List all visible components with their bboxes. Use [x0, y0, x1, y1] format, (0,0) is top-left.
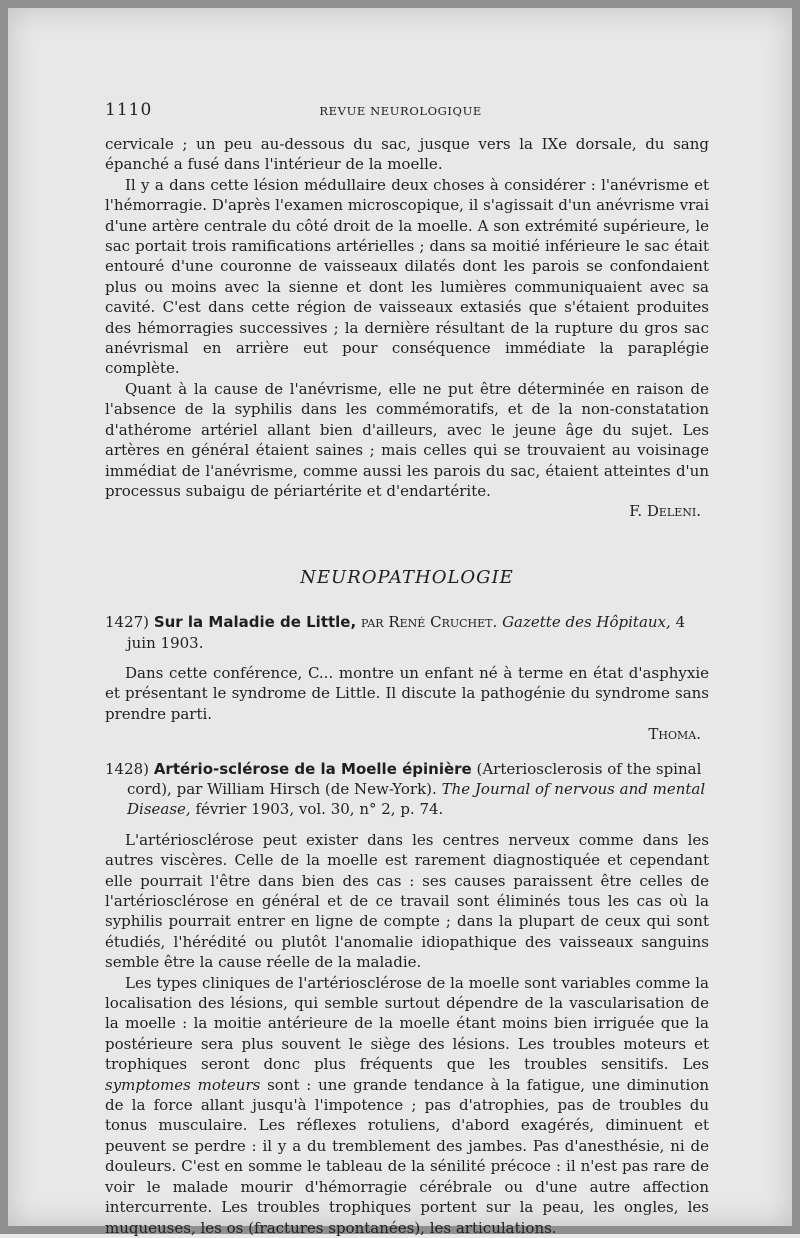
- running-head: REVUE NEUROLOGIQUE: [319, 104, 482, 118]
- article-1428-title: Artério-sclérose de la Moelle épinière: [153, 759, 472, 778]
- article-1428-p2-end: sont : une grande tendance à la fatigue, une diminution de la force allant jusqu'à l'impotence ; pas d'atrophies, pas de troubles du tonus musculaire. Les réflexes rotuliens, d'abord exagérés, diminuent et peuvent se perdre : il y a du tremblement des jambes. Pas d'anesthésie, ni de douleurs. C'est en somme le tableau de la sénilité précoce : il n'est pas rare de voir le malade mourir d'hémorragie cérébrale ou d'une autre affection intercurrente. Les troubles trophiques portent sur la peau, les ongles, les muqueuses, les os (fractures spontanées), les articulations.: [105, 1075, 710, 1237]
- article-1428-paragraph-1: L'artériosclérose peut exister dans les centres nerveux comme dans les autres viscères. Celle de la moelle est rarement diagnostiquée et cependant elle pourrait l'être dans bien des cas : ses causes paraissent être celles de l'artériosclérose en général et de ce travail sont éliminés tous les cas où la syphilis pourrait entrer en ligne de compte ; dans la plupart de ceux qui sont étudiés, l'hérédité ou plutôt l'anomalie idiopathique des vaisseaux sanguins semble être la cause réelle de la maladie.: [105, 830, 709, 972]
- signature-thoma: [105, 724, 709, 744]
- article-1427-title: Sur la Maladie de Little,: [153, 613, 357, 632]
- continuation-paragraph-3: Quant à la cause de l'anévrisme, elle ne put être déterminée en raison de l'absence de la syphilis dans les commémoratifs, et de la non-constatation d'athérome artériel allant bien d'ailleurs, avec le jeune âge du sujet. Les artères en général étaient saines ; mais celles qui se trouvaient au voisinage immédiat de l'anévrisme, comme aussi les parois du sac, étaient atteintes d'un processus subaigu de périartérite et d'endartérite.: [105, 379, 709, 500]
- page-content: [105, 100, 709, 1238]
- article-1428-paragraph-2: [105, 973, 709, 1238]
- book-page: [8, 8, 792, 1237]
- page-number: 1110: [105, 100, 153, 120]
- article-1428-p2-start: Les types cliniques de l'artériosclérose de la moelle sont variables comme la localisation des lésions, qui semble surtout dépendre de la vascularisation de la moelle : la moitie antérieure de la moelle étant moins bien irriguée que la postérieure sera plus souvent le siège des lésions. Les troubles moteurs et trophiques seront donc plus fréquents que les troubles sensitifs. Les: [105, 973, 709, 1074]
- article-1427-heading: [105, 612, 709, 653]
- article-1428-date: février 1903, vol. 30, n° 2, p. 74.: [195, 800, 444, 819]
- article-1427-date: 4 juin 1903.: [127, 613, 686, 652]
- continuation-paragraph-1: cervicale ; un peu au-dessous du sac, jusque vers la IXe dorsale, du sang épanché a fusé dans l'intérieur de la moelle.: [105, 135, 709, 174]
- article-1427-body: Dans cette conférence, C... montre un enfant né à terme en état d'asphyxie et présentant le syndrome de Little. Il discute la pathogénie du syndrome sans prendre parti.: [105, 663, 709, 723]
- page-header: [105, 100, 709, 122]
- section-title: NEUROPATHOLOGIE: [300, 566, 514, 588]
- article-1428-subtitle: (Arteriosclerosis of the spinal cord), par William Hirsch (de New-York).: [127, 759, 702, 798]
- article-1427-number: 1427): [105, 613, 150, 632]
- article-1428-journal: The Journal of nervous and mental Disease,: [127, 779, 706, 819]
- article-1428-number: 1428): [105, 759, 150, 778]
- signature-thoma-text: Thoma.: [648, 725, 701, 744]
- signature-deleni: [105, 501, 709, 521]
- article-1428-heading: [105, 759, 709, 820]
- article-1428-p2-italic: symptomes moteurs: [105, 1075, 261, 1094]
- article-1427-byline: par René Cruchet.: [360, 613, 498, 632]
- signature-deleni-text: F. Deleni.: [629, 502, 701, 521]
- continuation-paragraph-2: Il y a dans cette lésion médullaire deux choses à considérer : l'anévrisme et l'hémorragie. D'après l'examen microscopique, il s'agissait d'un anévrisme vrai d'une artère centrale du côté droit de la moelle. A son extrémité supérieure, le sac portait trois ramifications artérielles ; dans sa moitié inférieure le sac était entouré d'une couronne de vaisseaux dilatés dont les parois se confondaient plus ou moins avec la sienne et dont les lumières communiquaient avec sa cavité. C'est dans cette région de vaisseaux extasiés que s'étaient produites des hémorragies successives ; la dernière résultant de la rupture du gros sac anévrismal en arrière eut pour conséquence immédiate la paraplégie complète.: [105, 175, 709, 378]
- article-1427-journal: Gazette des Hôpitaux,: [502, 613, 671, 632]
